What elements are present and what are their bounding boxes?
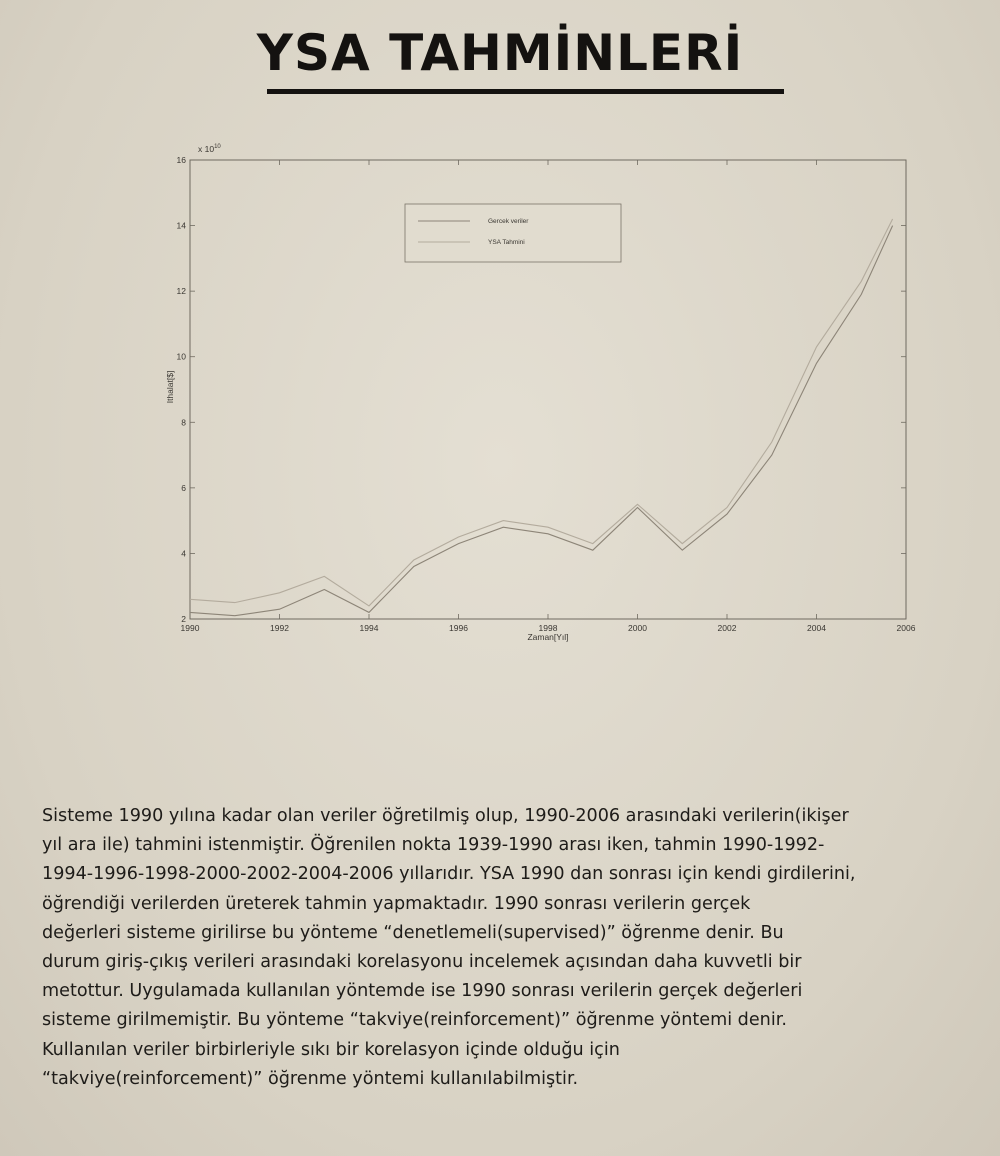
description-line: yıl ara ile) tahmini istenmiştir. Öğrenilen nokta 1939-1990 arası iken, tahmin 1990-1992- (42, 835, 825, 856)
y-tick-label: 16 (176, 155, 186, 165)
description-text (42, 802, 992, 1094)
page-title: YSA TAHMİNLERİ (256, 24, 744, 82)
description-line: 1994-1996-1998-2000-2002-2004-2006 yıllarıdır. YSA 1990 dan sonrası için kendi girdilerini, (42, 864, 856, 885)
x-tick-label: 2000 (628, 623, 647, 633)
y-multiplier: x $10^{10}$ (198, 144, 221, 154)
title-underline (267, 89, 784, 94)
description-line: “takviye(reinforcement)” öğrenme yöntemi kullanılabilmiştir. (42, 1068, 579, 1089)
y-tick-label: 2 (181, 614, 186, 624)
y-tick-label: 8 (181, 417, 186, 428)
description-line: sisteme girilmemiştir. Bu yönteme “takviye(reinforcement)” öğrenme yöntemi denir. (42, 1010, 787, 1031)
y-axis-label: Ithalat[$] (165, 370, 175, 404)
legend-label-gercek: Gercek veriler (488, 218, 529, 225)
x-tick-label: 1990 (180, 623, 200, 633)
y-tick-label: 4 (181, 548, 186, 559)
legend (405, 204, 621, 262)
description-line: metottur. Uygulamada kullanılan yöntemde ise 1990 sonrası verilerin gerçek değerleri (42, 981, 803, 1002)
y-tick-label: 14 (176, 220, 186, 231)
series-line-ysa-tahmini (190, 219, 893, 606)
x-tick-label: 2004 (807, 623, 826, 633)
legend-box (405, 204, 621, 262)
description-line: öğrendiği verilerden üreterek tahmin yapmaktadır. 1990 sonrası verilerin gerçek (42, 893, 751, 914)
y-tick-label: 12 (176, 286, 186, 297)
series-line-gercek-veriler (190, 226, 893, 616)
x-tick-label: 1998 (538, 623, 558, 633)
description-line: Kullanılan veriler birbirleriyle sıkı bir korelasyon içinde olduğu için (42, 1039, 620, 1060)
description-line: Sisteme 1990 yılına kadar olan veriler öğretilmiş olup, 1990-2006 arasındaki verilerin(ikişer (42, 806, 849, 826)
x-tick-label: 2002 (717, 623, 737, 633)
y-tick-label: 10 (176, 351, 186, 362)
y-multiplier-exponent: 10 (214, 144, 221, 150)
x-tick-label: 1992 (270, 623, 289, 633)
x-tick-label: 1994 (359, 623, 379, 633)
import-forecast-chart (150, 140, 940, 660)
x-tick-label: 2006 (896, 623, 916, 633)
x-tick-label: 1996 (449, 623, 468, 633)
description-line: durum giriş-çıkış verileri arasındaki korelasyonu incelemek açısından daha kuvvetli bir (42, 952, 802, 973)
legend-label-ysa: YSA Tahmini (488, 239, 525, 246)
y-tick-label: 6 (181, 482, 186, 493)
description-line: değerleri sisteme girilirse bu yönteme “denetlemeli(supervised)” öğrenme denir. Bu (42, 922, 784, 943)
series-lines (190, 219, 893, 616)
x-axis-label: Zaman[Yıl] (527, 632, 569, 642)
